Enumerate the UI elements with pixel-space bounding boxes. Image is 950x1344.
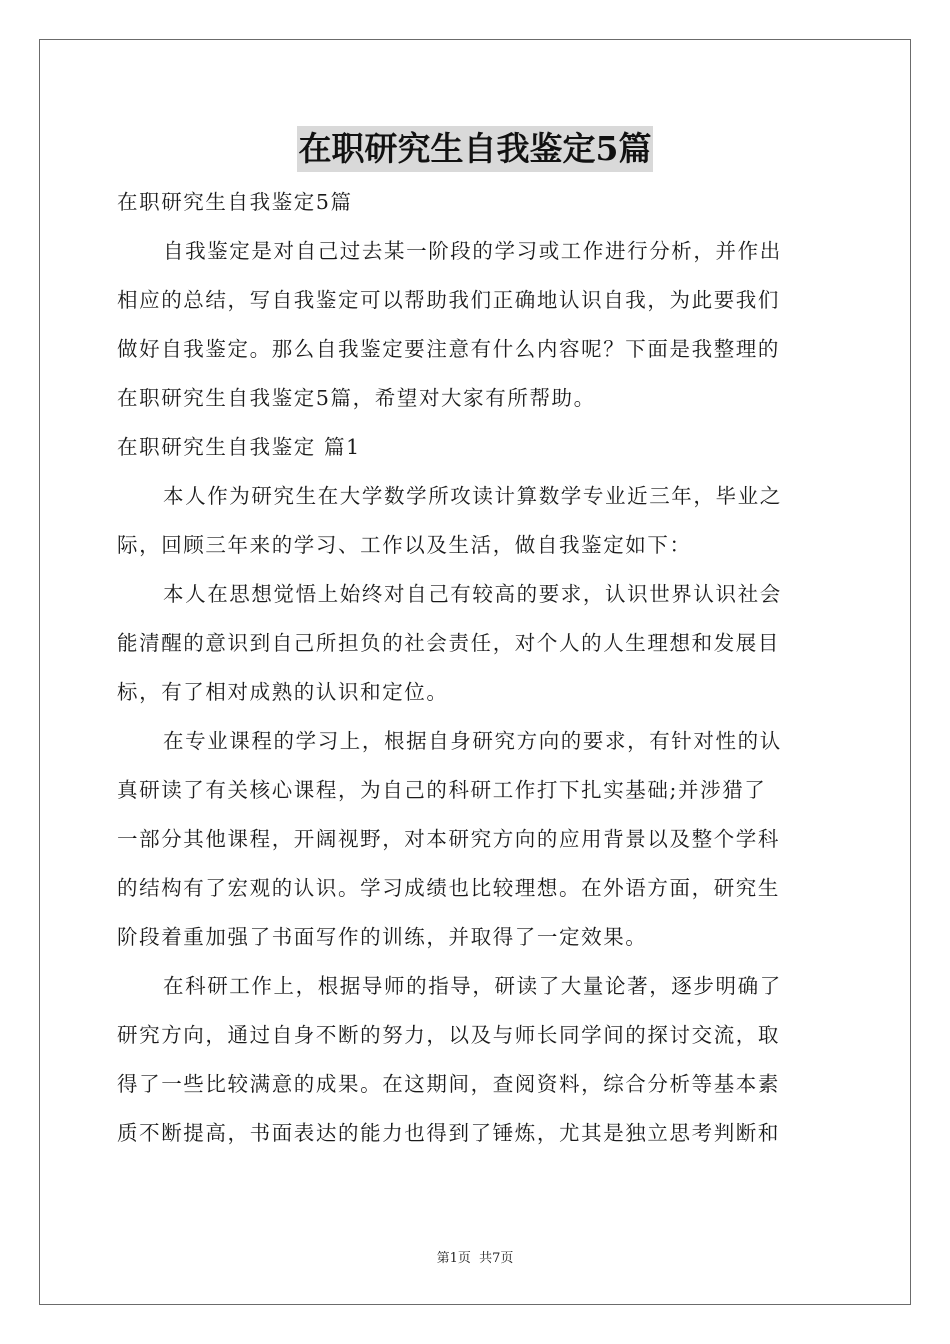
body-text-line: 自我鉴定是对自己过去某一阶段的学习或工作进行分析，并作出 [163, 239, 782, 263]
page-footer [0, 1247, 950, 1266]
body-text-line: 相应的总结，写自我鉴定可以帮助我们正确地认识自我，为此要我们 [117, 288, 780, 312]
body-text-line: 标，有了相对成熟的认识和定位。 [117, 680, 449, 704]
body-text-line: 在专业课程的学习上，根据自身研究方向的要求，有针对性的认 [163, 729, 782, 753]
body-text-line: 在职研究生自我鉴定5篇 [117, 190, 353, 214]
document-title-text: 在职研究生自我鉴定5篇 [297, 126, 654, 172]
body-text-line: 质不断提高，书面表达的能力也得到了锤炼，尤其是独立思考判断和 [117, 1121, 780, 1145]
body-text-line: 做好自我鉴定。那么自我鉴定要注意有什么内容呢？下面是我整理的 [117, 337, 780, 361]
body-text-line: 真研读了有关核心课程，为自己的科研工作打下扎实基础;并涉猎了 [117, 778, 767, 802]
document-title [0, 126, 950, 172]
body-text-line: 一部分其他课程，开阔视野，对本研究方向的应用背景以及整个学科 [117, 827, 780, 851]
document-body [117, 178, 833, 1158]
page-number-total: 共7页 [479, 1251, 514, 1266]
page-number-current: 第1页 [436, 1251, 471, 1266]
body-text-line: 阶段着重加强了书面写作的训练，并取得了一定效果。 [117, 925, 648, 949]
body-text-line: 研究方向，通过自身不断的努力，以及与师长同学间的探讨交流，取 [117, 1023, 780, 1047]
body-text-line: 际，回顾三年来的学习、工作以及生活，做自我鉴定如下： [117, 533, 692, 557]
body-text-line: 本人作为研究生在大学数学所攻读计算数学专业近三年，毕业之 [163, 484, 782, 508]
body-text-line: 的结构有了宏观的认识。学习成绩也比较理想。在外语方面，研究生 [117, 876, 780, 900]
body-text-line: 本人在思想觉悟上始终对自己有较高的要求，认识世界认识社会 [163, 582, 782, 606]
body-text-line: 能清醒的意识到自己所担负的社会责任，对个人的人生理想和发展目 [117, 631, 780, 655]
body-text-line: 在职研究生自我鉴定 篇1 [117, 435, 361, 459]
body-text-line: 在职研究生自我鉴定5篇，希望对大家有所帮助。 [117, 386, 596, 410]
body-text-line: 得了一些比较满意的成果。在这期间，查阅资料，综合分析等基本素 [117, 1072, 780, 1096]
body-text-line: 在科研工作上，根据导师的指导，研读了大量论著，逐步明确了 [163, 974, 782, 998]
